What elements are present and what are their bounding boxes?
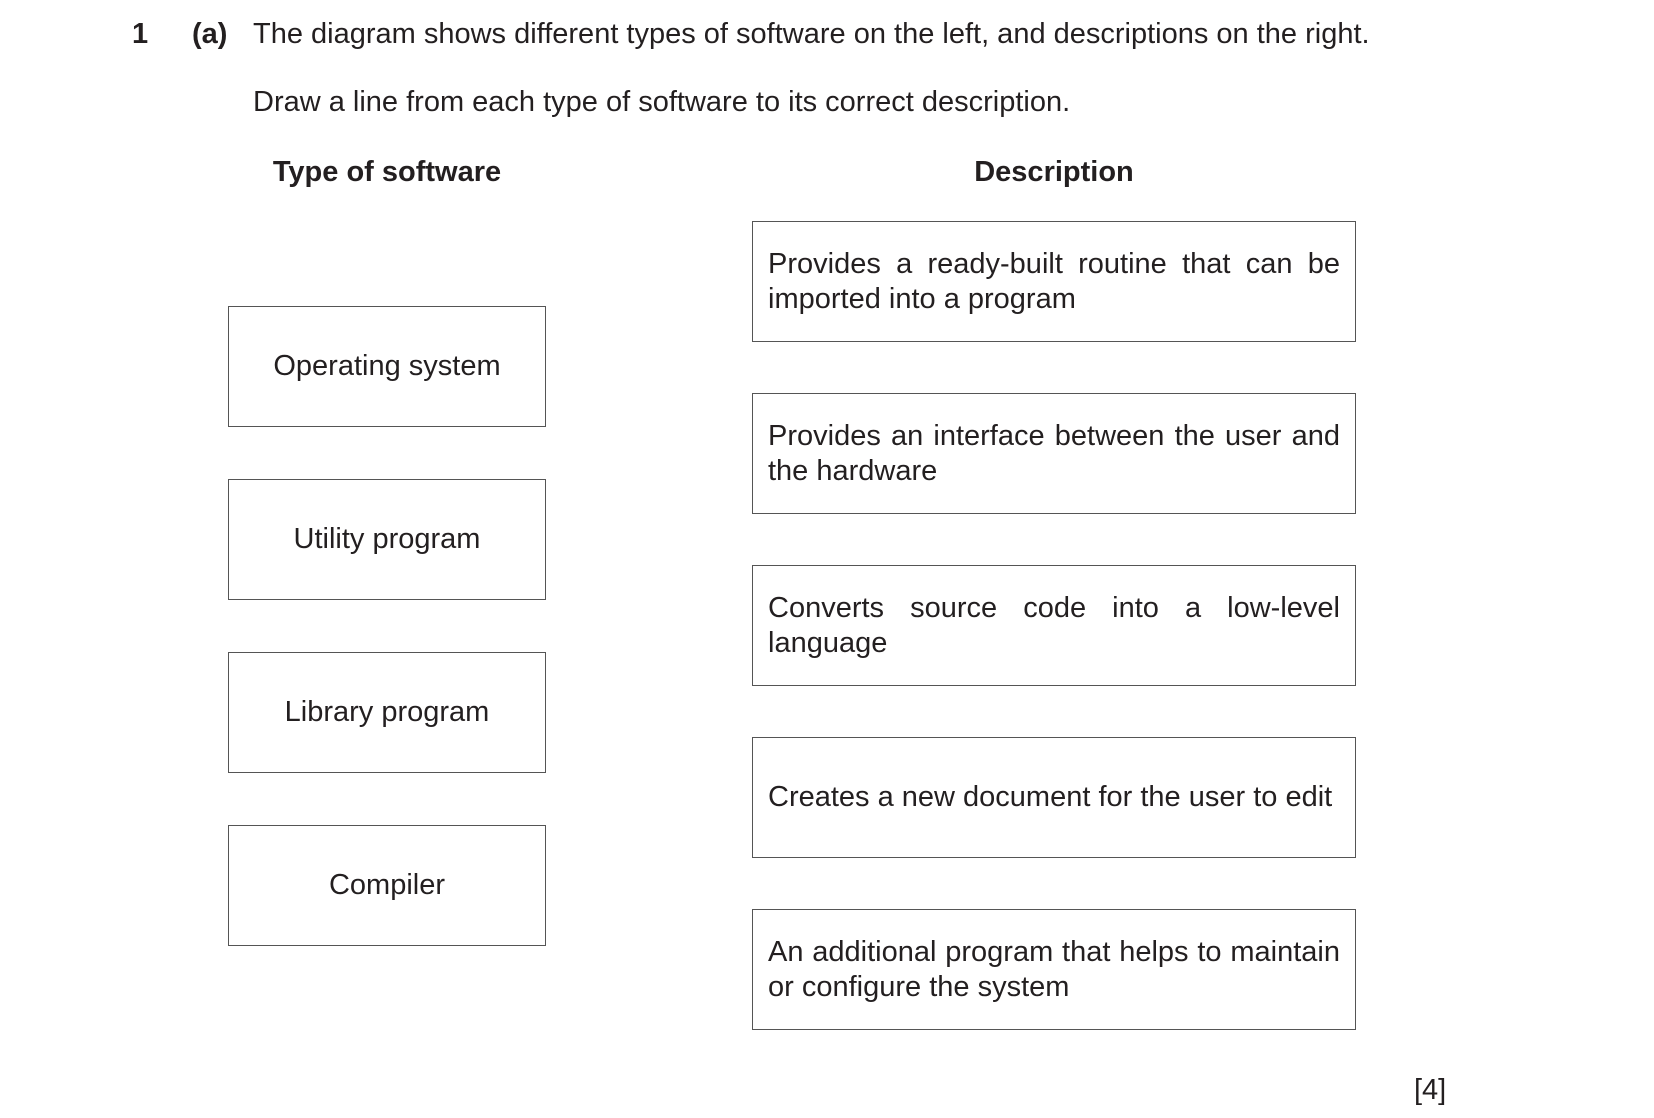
description-text: Creates a new document for the user to edit	[768, 781, 1333, 813]
description-text: Provides a ready-built routine that can be imported into a program	[768, 247, 1340, 315]
question-part-label: (a)	[192, 18, 228, 50]
description-box-user-hardware-interface[interactable]	[752, 393, 1356, 514]
description-heading: Description	[974, 156, 1134, 188]
software-type-label: Compiler	[328, 869, 446, 901]
software-type-box-utility-program[interactable]	[228, 479, 546, 600]
description-box-converts-source-code[interactable]	[752, 565, 1356, 686]
software-type-box-compiler[interactable]	[228, 825, 546, 946]
question-intro-text: The diagram shows different types of software on the left, and descriptions on the right.	[253, 18, 1370, 50]
question-number: 1	[132, 18, 149, 50]
software-type-box-operating-system[interactable]	[228, 306, 546, 427]
description-box-maintain-configure[interactable]	[752, 909, 1356, 1030]
description-box-creates-document[interactable]	[752, 737, 1356, 858]
description-text: An additional program that helps to maintain or configure the system	[768, 935, 1340, 1003]
marks-allocation: [4]	[1414, 1074, 1447, 1106]
software-type-label: Utility program	[293, 523, 481, 555]
description-box-ready-built-routine[interactable]	[752, 221, 1356, 342]
description-text: Provides an interface between the user and the hardware	[768, 419, 1340, 487]
question-instruction-text: Draw a line from each type of software to its correct description.	[253, 86, 1071, 118]
description-text: Converts source code into a low-level language	[768, 591, 1340, 659]
software-type-box-library-program[interactable]	[228, 652, 546, 773]
software-type-heading: Type of software	[272, 156, 502, 188]
software-type-label: Library program	[284, 696, 490, 728]
software-type-label: Operating system	[273, 350, 501, 382]
